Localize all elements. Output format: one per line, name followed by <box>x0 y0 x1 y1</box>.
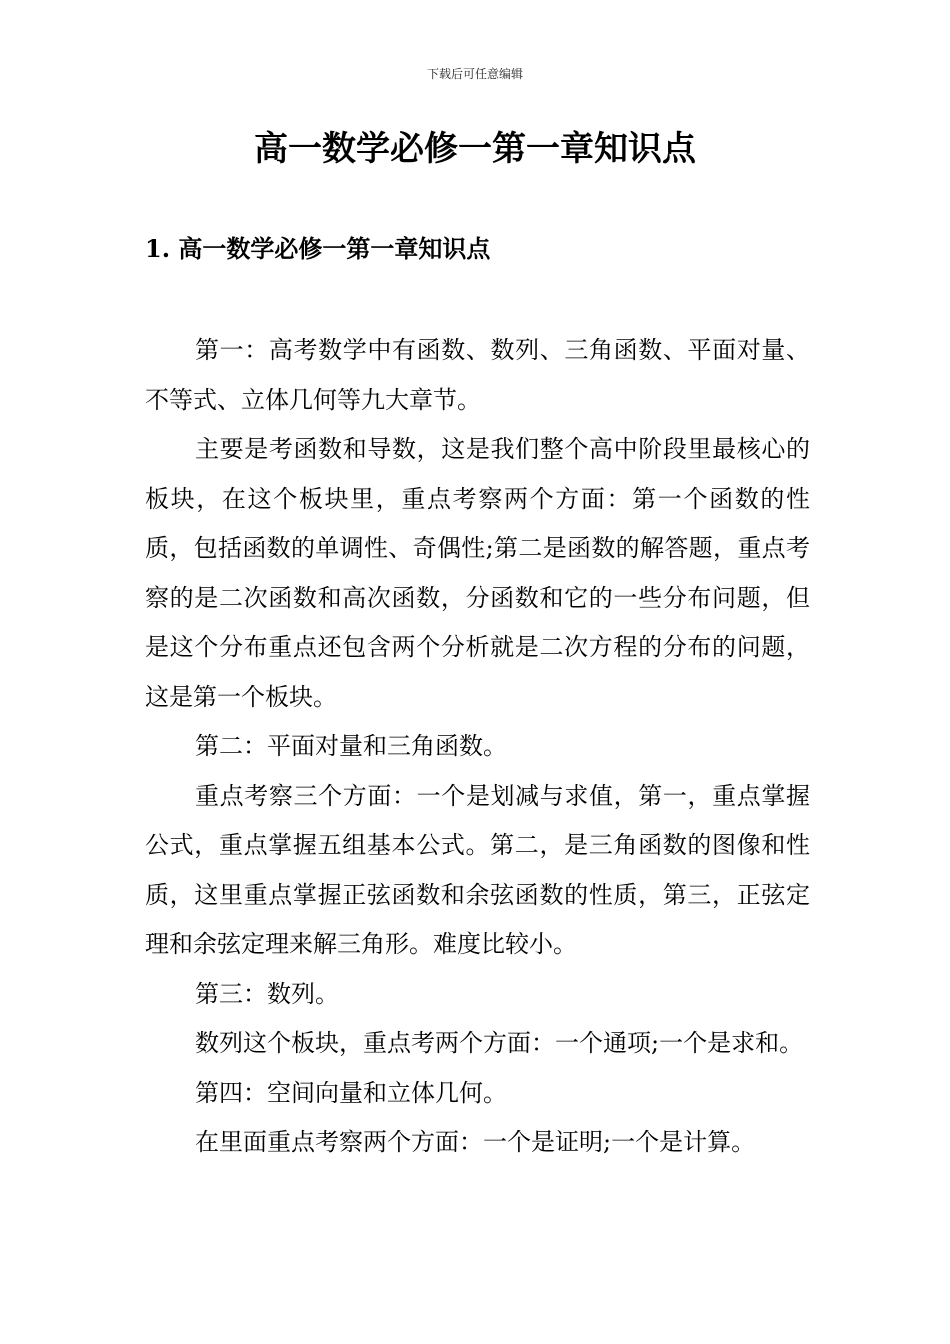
document-title: 高一数学必修一第一章知识点 <box>254 129 696 169</box>
paragraph: 主要是考函数和导数，这是我们整个高中阶段里最核心的板块，在这个板块里，重点考察两个方面：第一个函数的性质，包括函数的单调性、奇偶性;第二是函数的解答题，重点考察的是二次函数和高次函数，分函数和它的一些分布问题，但是这个分布重点还包含两个分析就是二次方程的分布的问题，这是第一个板块。 <box>145 435 810 711</box>
paragraph: 第三：数列。 <box>195 979 339 1008</box>
header-note: 下载后可任意编辑 <box>426 67 523 81</box>
paragraph: 在里面重点考察两个方面：一个是证明;一个是计算。 <box>195 1128 756 1156</box>
paragraph: 第四：空间向量和立体几何。 <box>195 1078 507 1107</box>
paragraph: 重点考察三个方面：一个是划减与求值，第一，重点掌握公式，重点掌握五组基本公式。第二，是三角函数的图像和性质，这里重点掌握正弦函数和余弦函数的性质，第三，正弦定理和余弦定理来解三角形。难度比较小。 <box>145 781 810 958</box>
document-body <box>145 326 810 1168</box>
section-heading: 1. 高一数学必修一第一章知识点 <box>145 234 491 263</box>
paragraph: 第一：高考数学中有函数、数列、三角函数、平面对量、不等式、立体几何等九大章节。 <box>145 336 810 414</box>
paragraph: 数列这个板块，重点考两个方面：一个通项;一个是求和。 <box>195 1029 804 1057</box>
paragraph: 第二：平面对量和三角函数。 <box>195 732 507 760</box>
